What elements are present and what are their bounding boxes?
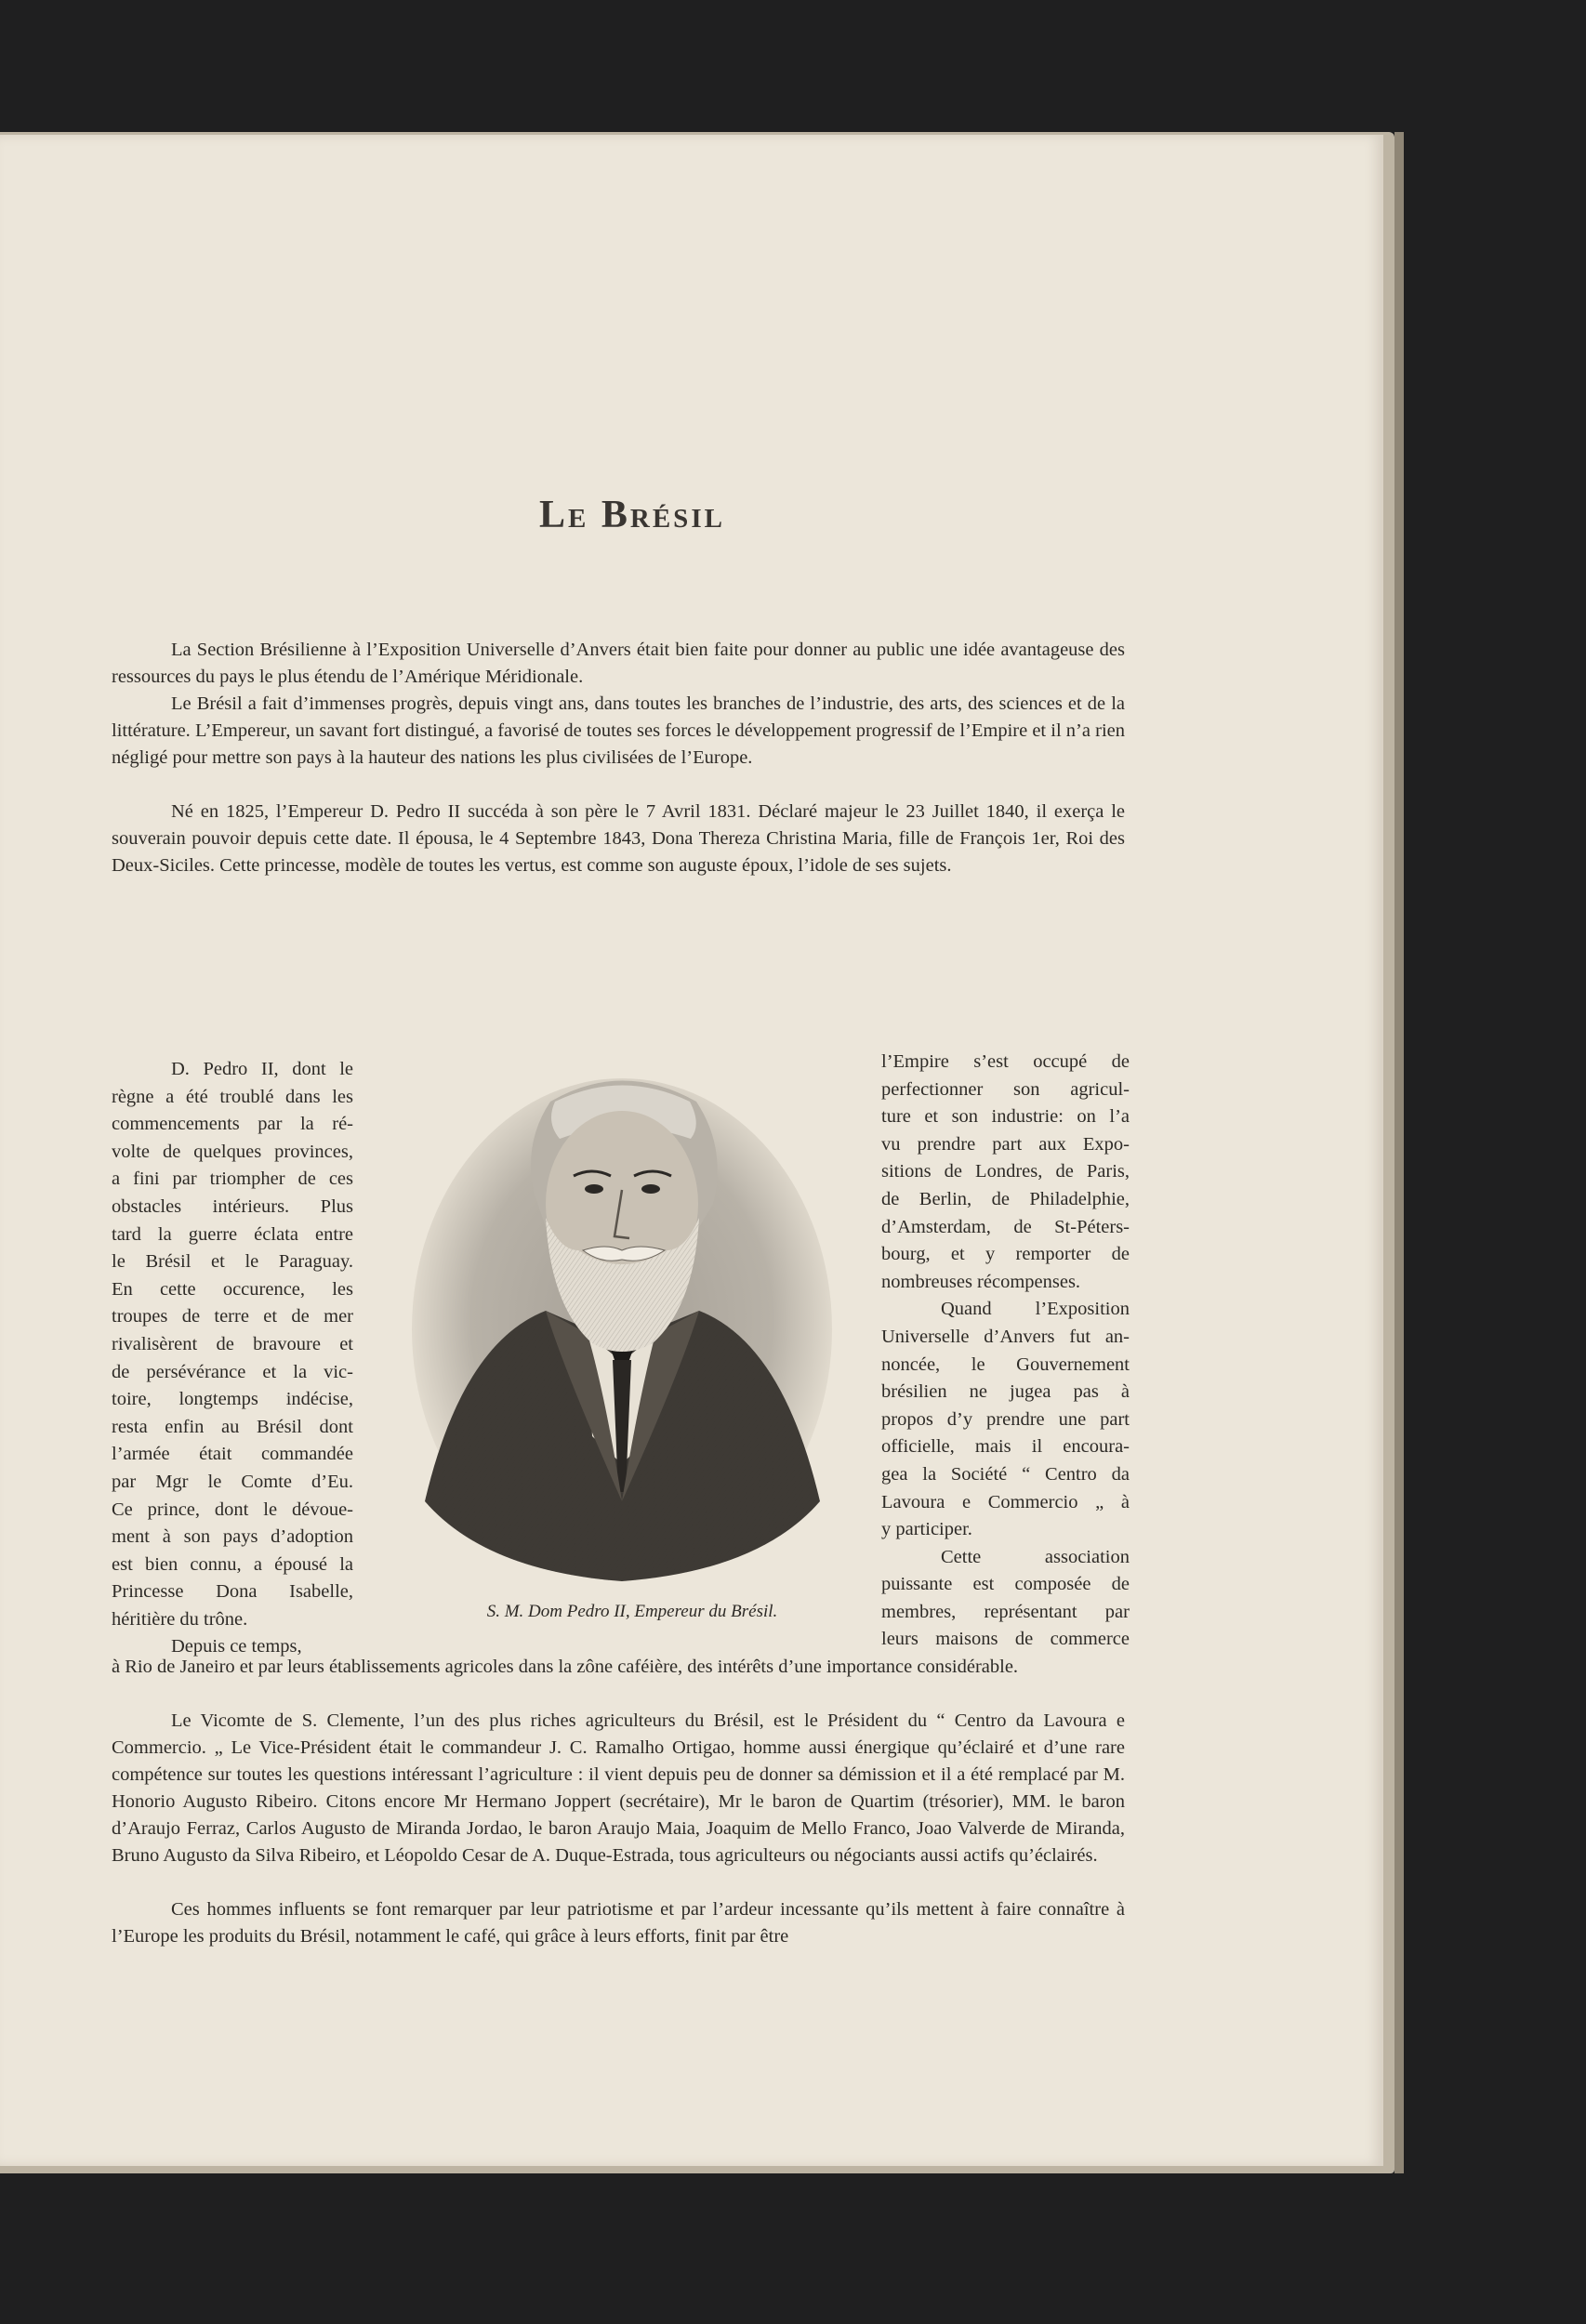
- rightcol-line: y participer.: [881, 1519, 972, 1540]
- paragraph-influence: [112, 1896, 1125, 1950]
- leftcol-line: troupes de terre et de mer: [112, 1306, 353, 1327]
- leftcol-line: ment à son pays d’adoption: [112, 1526, 353, 1548]
- paragraph-influence-text: Ces hommes influents se font remarquer par leur patriotisme et par l’ardeur incessante qu’ils mettent à faire connaître à l’Europe les produits du Brésil, notamment le café, qui grâce à leurs efforts, finit par être: [112, 1899, 1125, 1947]
- leftcol-line: Ce prince, dont le dévoue-: [112, 1499, 353, 1520]
- rightcol-line: vu prendre part aux Expo-: [881, 1133, 1130, 1155]
- left-text-column: [112, 1056, 353, 1661]
- leftcol-line: Depuis ce temps,: [171, 1636, 302, 1657]
- paragraph-interests-text: à Rio de Janeiro et par leurs établissements agricoles dans la zône caféière, des intérêts d’une importance considérable.: [112, 1657, 1019, 1677]
- leftcol-line: est bien connu, a épousé la: [112, 1553, 353, 1575]
- leftcol-line: l’armée était commandée: [112, 1444, 353, 1465]
- rightcol-line: d’Amsterdam, de St-Péters-: [881, 1216, 1130, 1237]
- rightcol-line: leurs maisons de commerce: [881, 1629, 1130, 1650]
- paragraph-committee: [112, 1708, 1125, 1869]
- leftcol-line: rivalisèrent de bravoure et: [112, 1333, 353, 1354]
- rightcol-line: brésilien ne jugea pas à: [881, 1381, 1130, 1403]
- rightcol-line: l’Empire s’est occupé de: [881, 1051, 1130, 1072]
- portrait-caption: S. M. Dom Pedro II, Empereur du Brésil.: [486, 1602, 778, 1621]
- leftcol-line: obstacles intérieurs. Plus: [112, 1195, 353, 1217]
- rightcol-line: ture et son industrie: on l’a: [881, 1106, 1130, 1128]
- book-page: [0, 135, 1383, 2166]
- right-text-column: [881, 1049, 1130, 1654]
- leftcol-line: En cette occurence, les: [112, 1278, 353, 1300]
- leftcol-line: le Brésil et le Paraguay.: [112, 1251, 353, 1273]
- paragraph-intro-text: La Section Brésilienne à l’Exposition Universelle d’Anvers était bien faite pour donner au public une idée avantageuse des ressources du pays le plus étendu de l’Amérique Méridionale.: [112, 640, 1125, 687]
- paragraph-emperor: [112, 799, 1125, 879]
- leftcol-line: Princesse Dona Isabelle,: [112, 1581, 353, 1603]
- leftcol-line: par Mgr le Comte d’Eu.: [112, 1471, 353, 1492]
- paragraph-progress: [112, 691, 1125, 772]
- rightcol-line: nombreuses récompenses.: [881, 1271, 1081, 1292]
- portrait-engraving: [406, 1064, 837, 1585]
- leftcol-line: tard la guerre éclata entre: [112, 1223, 353, 1245]
- rightcol-line: noncée, le Gouvernement: [881, 1353, 1130, 1375]
- rightcol-line: gea la Société “ Centro da: [881, 1463, 1130, 1485]
- leftcol-line: D. Pedro II, dont le: [171, 1059, 353, 1079]
- rightcol-line: sitions de Londres, de Paris,: [881, 1161, 1130, 1182]
- rightcol-line: puissante est composée de: [881, 1574, 1130, 1595]
- rightcol-line: de Berlin, de Philadelphie,: [881, 1188, 1130, 1209]
- leftcol-line: héritière du trône.: [112, 1608, 248, 1630]
- leftcol-line: commencements par la ré-: [112, 1114, 353, 1135]
- paragraph-emperor-text: Né en 1825, l’Empereur D. Pedro II succéda à son père le 7 Avril 1831. Déclaré majeur le 23 Juillet 1840, il exerça le souverain pouvoir depuis cette date. Il épousa, le 4 Septembre 1843, Dona Thereza Christina Maria, fille de François 1er, Roi des Deux-Siciles. Cette princesse, modèle de toutes les vertus, est comme son auguste époux, l’idole de ses sujets.: [112, 801, 1125, 876]
- paragraph-interests: [112, 1654, 1125, 1681]
- leftcol-line: volte de quelques provinces,: [112, 1141, 353, 1162]
- rightcol-line: Quand l’Exposition: [941, 1299, 1130, 1320]
- leftcol-line: a fini par triompher de ces: [112, 1169, 353, 1190]
- rightcol-line: Cette association: [941, 1546, 1130, 1567]
- rightcol-line: bourg, et y remporter de: [881, 1244, 1130, 1265]
- leftcol-line: resta enfin au Brésil dont: [112, 1416, 353, 1437]
- paragraph-progress-text: Le Brésil a fait d’immenses progrès, depuis vingt ans, dans toutes les branches de l’industrie, des arts, des sciences et de la littérature. L’Empereur, un savant fort distingué, a favorisé de toutes ses forces le développement progressif de l’Empire et il n’a rien négligé pour mettre son pays à la hauteur des nations les plus civilisées de l’Europe.: [112, 693, 1125, 768]
- leftcol-line: toire, longtemps indécise,: [112, 1389, 353, 1410]
- paragraph-committee-text: Le Vicomte de S. Clemente, l’un des plus riches agriculteurs du Brésil, est le Président du “ Centro da Lavoura e Commercio. „ Le Vice-Président était le commandeur J. C. Ramalho Ortigao, homme aussi énergique qu’éclairé et d’une rare compétence sur toutes les questions intéressant l’agriculture : il vient depuis peu de donner sa démission et il a été remplacé par M. Honorio Augusto Ribeiro. Citons encore Mr Hermano Joppert (secrétaire), Mr le baron de Quartim (trésorier), MM. le baron d’Araujo Ferraz, Carlos Augusto de Miranda Jordao, le baron Araujo Maia, Joaquim de Mello Franco, Joao Valverde de Miranda, Bruno Augusto da Silva Ribeiro, et Léopoldo Cesar de A. Duque-Estrada, tous agriculteurs ou négociants aussi actifs qu’éclairés.: [112, 1710, 1125, 1866]
- rightcol-line: propos d’y prendre une part: [881, 1408, 1130, 1430]
- rightcol-line: Lavoura e Commercio „ à: [881, 1491, 1130, 1512]
- page-title: Le Brésil: [539, 494, 725, 536]
- rightcol-line: officielle, mais il encoura-: [881, 1436, 1130, 1458]
- rightcol-line: Universelle d’Anvers fut an-: [881, 1326, 1130, 1347]
- leftcol-line: de persévérance et la vic-: [112, 1361, 353, 1382]
- rightcol-line: perfectionner son agricul-: [881, 1078, 1130, 1100]
- page-edge-shadow: [1394, 132, 1404, 2173]
- leftcol-line: règne a été troublé dans les: [112, 1086, 353, 1107]
- paragraph-intro: [112, 637, 1125, 691]
- rightcol-line: membres, représentant par: [881, 1601, 1130, 1622]
